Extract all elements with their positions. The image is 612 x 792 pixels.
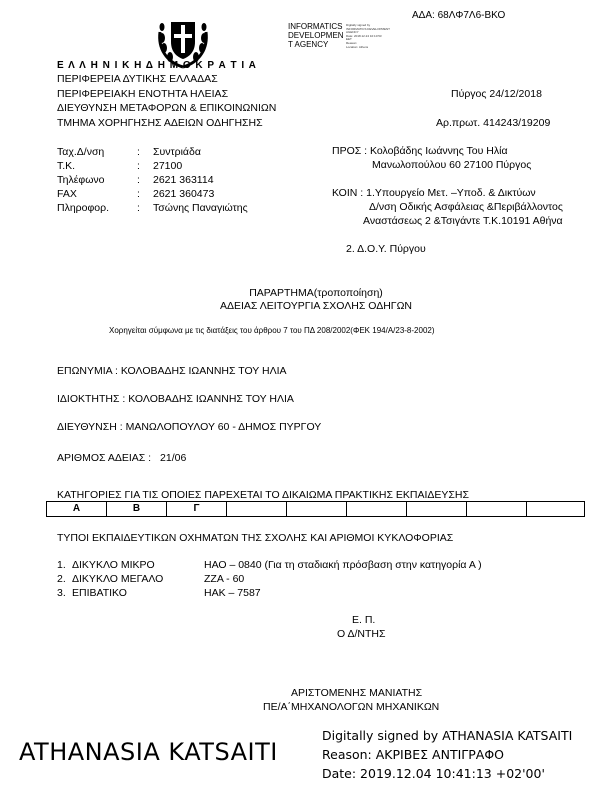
category-cell	[407, 502, 467, 516]
contact-row: Πληροφορ. : Τσώνης Παναγιώτης	[57, 202, 248, 214]
field-owner: ΙΔΙΟΚΤΗΤΗΣ : ΚΟΛΟΒΑΔΗΣ ΙΩΑΝΝΗΣ ΤΟΥ ΗΛΙΑ	[57, 393, 294, 405]
digital-signature-reason: Reason: ΑΚΡΙΒΕΣ ΑΝΤΙΓΡΑΦΟ	[322, 747, 505, 762]
contact-row: Ταχ.Δ/νση : Συντριάδα	[57, 146, 201, 158]
authority-line: ΔΙΕΥΘΥΝΣΗ ΜΕΤΑΦΟΡΩΝ & ΕΠΙΚΟΙΝΩΝΙΩΝ	[57, 102, 277, 114]
category-cell	[527, 502, 584, 516]
authority-block	[57, 72, 276, 130]
agency-logo-text: INFORMATICS DEVELOPMEN T AGENCY	[288, 22, 344, 49]
contact-row: Τηλέφωνο : 2621 363114	[57, 174, 214, 186]
authority-line: ΠΕΡΙΦΕΡΕΙΑ ΔΥΤΙΚΗΣ ΕΛΛΑΔΑΣ	[57, 73, 218, 85]
field-license-number	[57, 452, 186, 464]
cc-line: Αναστάσεως 2 &Τσιγάντε Τ.Κ.10191 Αθήνα	[363, 215, 563, 227]
field-eponymia: ΕΠΩΝΥΜΙΑ : ΚΟΛΟΒΑΔΗΣ ΙΩΑΝΝΗΣ ΤΟΥ ΗΛΙΑ	[57, 365, 287, 377]
place-date: Πύργος 24/12/2018	[451, 88, 542, 100]
categories-table	[46, 501, 585, 517]
document-subtitle: ΑΔΕΙΑΣ ΛΕΙΤΟΥΡΓΙΑ ΣΧΟΛΗΣ ΟΔΗΓΩΝ	[219, 300, 413, 312]
recipient-line: ΠΡΟΣ : Κολοβάδης Ιωάννης Του Ηλία	[332, 145, 508, 157]
cc-line: ΚΟΙΝ : 1.Υπουργείο Μετ. –Υποδ. & Δικτύων	[332, 187, 536, 199]
authority-line: ΠΕΡΙΦΕΡΕΙΑΚΗ ΕΝΟΤΗΤΑ ΗΛΕΙΑΣ	[57, 87, 229, 100]
agency-signature-fine-print: Digitally signed by INFORMATICS DEVELOPMENT AGENCY Date: 2018.12.24 10:10:53 EET Reason: Location: Athens	[346, 23, 390, 49]
digital-signed-by: Digitally signed by ATHANASIA KATSAITI	[322, 728, 573, 743]
vehicles-heading: ΤΥΠΟΙ ΕΚΠΑΙΔΕΥΤΙΚΩΝ ΟΧΗΜΑΤΩΝ ΤΗΣ ΣΧΟΛΗΣ ΚΑΙ ΑΡΙΘΜΟΙ ΚΥΚΛΟΦΟΡΙΑΣ	[57, 532, 454, 544]
vehicle-row: 2. ΔΙΚΥΚΛΟ ΜΕΓΑΛΟ ΖΖΑ - 60	[57, 573, 245, 585]
category-cell	[467, 502, 527, 516]
license-number-label: ΑΡΙΘΜΟΣ ΑΔΕΙΑΣ :	[57, 452, 152, 464]
digital-signer-name: ATHANASIA KATSAITI	[19, 738, 278, 766]
category-cell: Β	[107, 502, 167, 516]
category-cell: Α	[47, 502, 107, 516]
recipient-line: Μανωλοπούλου 60 27100 Πύργος	[372, 159, 532, 171]
cc-line: 2. Δ.Ο.Υ. Πύργου	[346, 243, 426, 255]
ada-code: ΑΔΑ: 68ΛΦ7Λ6-ΒΚΟ	[412, 10, 506, 21]
vehicle-row: 3. ΕΠΙΒΑΤΙΚΟ ΗΑΚ – 7587	[57, 587, 261, 599]
cc-line: Δ/νση Οδικής Ασφάλειας &Περιβάλλοντος	[369, 201, 563, 213]
contact-row: Τ.Κ. : 27100	[57, 160, 183, 172]
country-title: Ε Λ Λ Η Ν Ι Κ Η Δ Η Μ Ο Κ Ρ Α Τ Ι Α	[57, 60, 257, 71]
legal-basis: Χορηγείται σύμφωνα με τις διατάξεις του άρθρου 7 του ΠΔ 208/2002(ΦΕΚ 194/Α/23-8-2002)	[109, 326, 435, 335]
signoff-role: Ο Δ/ΝΤΗΣ	[337, 628, 386, 640]
category-cell	[227, 502, 287, 516]
signoff-ep: Ε. Π.	[352, 614, 376, 626]
category-cell	[347, 502, 407, 516]
authority-line: ΤΜΗΜΑ ΧΟΡΗΓΗΣΗΣ ΑΔΕΙΩΝ ΟΔΗΓΗΣΗΣ	[57, 116, 263, 129]
vehicle-row: 1. ΔΙΚΥΚΛΟ ΜΙΚΡΟ ΗΑΟ – 0840 (Για τη σταδιακή πρόσβαση στην κατηγορία Α )	[57, 559, 482, 571]
contact-block	[57, 145, 317, 215]
category-cell: Γ	[167, 502, 227, 516]
field-address: ΔΙΕΥΘΥΝΣΗ : ΜΑΝΩΛΟΠΟΥΛΟΥ 60 - ΔΗΜΟΣ ΠΥΡΓΟΥ	[57, 421, 322, 433]
signoff-title: ΠΕ/Α΄ΜΗΧΑΝΟΛΟΓΩΝ ΜΗΧΑΝΙΚΩΝ	[263, 701, 440, 713]
signoff-name: ΑΡΙΣΤΟΜΕΝΗΣ ΜΑΝΙΑΤΗΣ	[291, 687, 423, 699]
license-number-value: 21/06	[160, 452, 187, 464]
protocol-number: Αρ.πρωτ. 414243/19209	[436, 117, 551, 129]
categories-heading: ΚΑΤΗΓΟΡΙΕΣ ΓΙΑ ΤΙΣ ΟΠΟΙΕΣ ΠΑΡΕΧΕΤΑΙ ΤΟ ΔΙΚΑΙΩΜΑ ΠΡΑΚΤΙΚΗΣ ΕΚΠΑΙΔΕΥΣΗΣ	[57, 489, 469, 501]
digital-signature-date: Date: 2019.12.04 10:41:13 +02'00'	[322, 766, 545, 781]
category-cell	[287, 502, 347, 516]
document-title: ΠΑΡΑΡΤΗΜΑ(τροποποίηση)	[249, 287, 383, 299]
vehicles-list	[57, 558, 557, 600]
contact-row: FAX : 2621 360473	[57, 188, 215, 200]
